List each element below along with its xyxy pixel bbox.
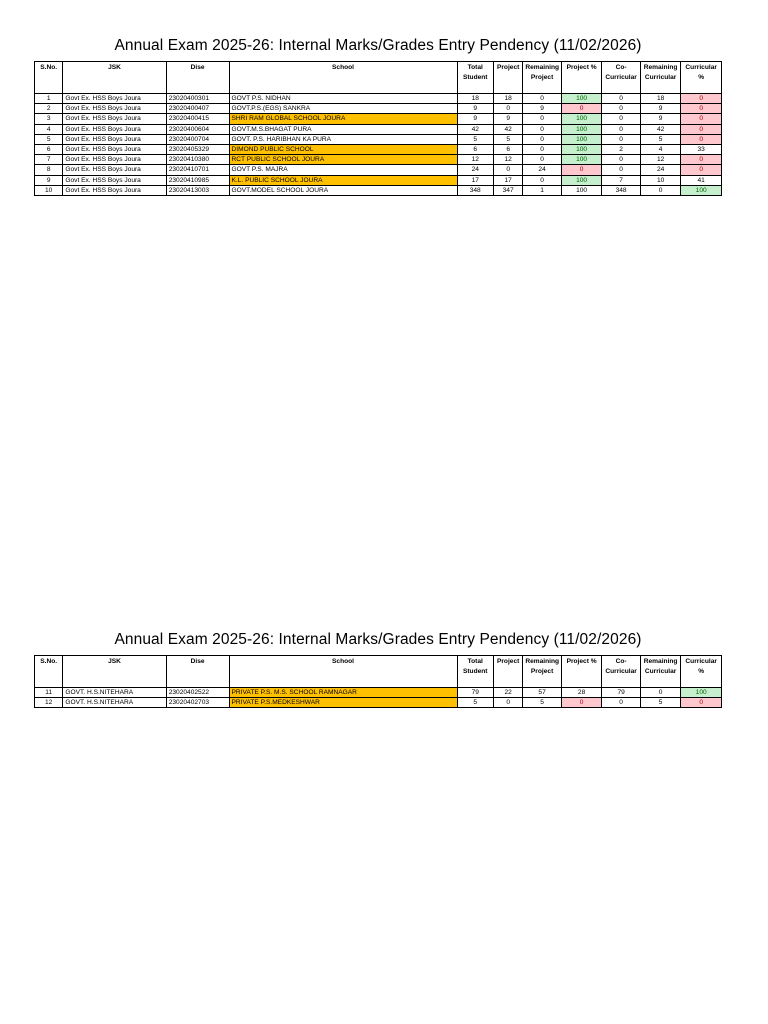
header-project-pct: Project % bbox=[561, 62, 602, 94]
cell-co-curricular: 0 bbox=[602, 155, 641, 165]
cell-sno: 6 bbox=[35, 144, 63, 154]
cell-project: 17 bbox=[493, 175, 522, 185]
cell-remaining-project: 0 bbox=[523, 124, 562, 134]
cell-project-pct: 28 bbox=[561, 688, 602, 698]
cell-remaining-project: 1 bbox=[523, 185, 562, 195]
cell-project: 5 bbox=[493, 134, 522, 144]
cell-curricular-pct: 0 bbox=[681, 698, 722, 708]
cell-dise: 23020402703 bbox=[166, 698, 229, 708]
cell-sno: 11 bbox=[35, 688, 63, 698]
cell-project-pct: 100 bbox=[561, 124, 602, 134]
cell-jsk: Govt Ex. HSS Boys Joura bbox=[63, 134, 166, 144]
table-header-row bbox=[35, 62, 722, 94]
cell-total-student: 12 bbox=[457, 155, 493, 165]
cell-remaining-curricular: 5 bbox=[640, 134, 681, 144]
table-row bbox=[35, 124, 722, 134]
header-remaining-project: Remaining Project bbox=[523, 656, 562, 688]
header-total-student: Total Student bbox=[457, 656, 493, 688]
cell-curricular-pct: 0 bbox=[681, 104, 722, 114]
cell-remaining-curricular: 24 bbox=[640, 165, 681, 175]
table-row bbox=[35, 185, 722, 195]
cell-jsk: GOVT. H.S.NITEHARA bbox=[63, 688, 166, 698]
header-project-pct: Project % bbox=[561, 656, 602, 688]
cell-jsk: Govt Ex. HSS Boys Joura bbox=[63, 104, 166, 114]
header-sno: S.No. bbox=[35, 62, 63, 94]
cell-project-pct: 100 bbox=[561, 185, 602, 195]
cell-total-student: 18 bbox=[457, 94, 493, 104]
header-total-student: Total Student bbox=[457, 62, 493, 94]
cell-curricular-pct: 0 bbox=[681, 165, 722, 175]
cell-jsk: Govt Ex. HSS Boys Joura bbox=[63, 114, 166, 124]
cell-remaining-curricular: 42 bbox=[640, 124, 681, 134]
header-remaining-curricular: Remaining Curricular bbox=[640, 62, 681, 94]
cell-total-student: 6 bbox=[457, 144, 493, 154]
header-school: School bbox=[229, 62, 457, 94]
cell-school: RCT PUBLIC SCHOOL JOURA bbox=[229, 155, 457, 165]
cell-sno: 1 bbox=[35, 94, 63, 104]
cell-remaining-curricular: 0 bbox=[640, 688, 681, 698]
cell-curricular-pct: 0 bbox=[681, 114, 722, 124]
header-project: Project bbox=[493, 656, 522, 688]
cell-dise: 23020410701 bbox=[166, 165, 229, 175]
pendency-table bbox=[34, 61, 722, 196]
cell-remaining-project: 5 bbox=[523, 698, 562, 708]
cell-remaining-project: 0 bbox=[523, 94, 562, 104]
cell-remaining-project: 24 bbox=[523, 165, 562, 175]
cell-dise: 23020400407 bbox=[166, 104, 229, 114]
report-title: Annual Exam 2025-26: Internal Marks/Grades Entry Pendency (11/02/2026) bbox=[114, 37, 642, 54]
cell-remaining-project: 0 bbox=[523, 114, 562, 124]
header-project: Project bbox=[493, 62, 522, 94]
cell-school: DIMOND PUBLIC SCHOOL bbox=[229, 144, 457, 154]
cell-remaining-curricular: 5 bbox=[640, 698, 681, 708]
cell-total-student: 5 bbox=[457, 134, 493, 144]
cell-project: 0 bbox=[493, 104, 522, 114]
cell-co-curricular: 0 bbox=[602, 698, 641, 708]
cell-dise: 23020400704 bbox=[166, 134, 229, 144]
cell-remaining-curricular: 0 bbox=[640, 185, 681, 195]
header-dise: Dise bbox=[166, 62, 229, 94]
cell-remaining-project: 57 bbox=[523, 688, 562, 698]
cell-curricular-pct: 0 bbox=[681, 134, 722, 144]
cell-co-curricular: 0 bbox=[602, 134, 641, 144]
cell-dise: 23020413003 bbox=[166, 185, 229, 195]
cell-jsk: Govt Ex. HSS Boys Joura bbox=[63, 94, 166, 104]
header-dise: Dise bbox=[166, 656, 229, 688]
cell-project-pct: 0 bbox=[561, 698, 602, 708]
cell-school: GOVT P.S. MAJRA bbox=[229, 165, 457, 175]
header-remaining-project: Remaining Project bbox=[523, 62, 562, 94]
table-row bbox=[35, 134, 722, 144]
cell-total-student: 79 bbox=[457, 688, 493, 698]
report-section-2 bbox=[34, 630, 722, 708]
header-jsk: JSK bbox=[63, 62, 166, 94]
header-co-curricular: Co-Curricular bbox=[602, 62, 641, 94]
cell-school: GOVT.P.S.(EGS) SANKRA bbox=[229, 104, 457, 114]
cell-jsk: GOVT. H.S.NITEHARA bbox=[63, 698, 166, 708]
cell-jsk: Govt Ex. HSS Boys Joura bbox=[63, 185, 166, 195]
cell-jsk: Govt Ex. HSS Boys Joura bbox=[63, 144, 166, 154]
cell-total-student: 348 bbox=[457, 185, 493, 195]
cell-project: 18 bbox=[493, 94, 522, 104]
cell-sno: 3 bbox=[35, 114, 63, 124]
cell-remaining-curricular: 9 bbox=[640, 114, 681, 124]
cell-total-student: 5 bbox=[457, 698, 493, 708]
cell-project: 22 bbox=[493, 688, 522, 698]
header-jsk: JSK bbox=[63, 656, 166, 688]
cell-jsk: Govt Ex. HSS Boys Joura bbox=[63, 165, 166, 175]
table-row bbox=[35, 144, 722, 154]
table-row bbox=[35, 688, 722, 698]
cell-sno: 2 bbox=[35, 104, 63, 114]
cell-dise: 23020400301 bbox=[166, 94, 229, 104]
cell-project-pct: 100 bbox=[561, 134, 602, 144]
cell-total-student: 9 bbox=[457, 114, 493, 124]
table-row bbox=[35, 155, 722, 165]
cell-remaining-curricular: 9 bbox=[640, 104, 681, 114]
table-body bbox=[35, 94, 722, 196]
cell-co-curricular: 7 bbox=[602, 175, 641, 185]
cell-remaining-project: 0 bbox=[523, 175, 562, 185]
cell-project: 12 bbox=[493, 155, 522, 165]
cell-remaining-curricular: 18 bbox=[640, 94, 681, 104]
cell-total-student: 17 bbox=[457, 175, 493, 185]
cell-school: SHRI RAM GLOBAL SCHOOL JOURA bbox=[229, 114, 457, 124]
cell-school: GOVT P.S. NIDHAN bbox=[229, 94, 457, 104]
cell-school: GOVT.MODEL SCHOOL JOURA bbox=[229, 185, 457, 195]
cell-project: 42 bbox=[493, 124, 522, 134]
cell-sno: 7 bbox=[35, 155, 63, 165]
cell-remaining-project: 0 bbox=[523, 134, 562, 144]
cell-school: PRIVATE P.S. M.S. SCHOOL RAMNAGAR bbox=[229, 688, 457, 698]
cell-project: 0 bbox=[493, 165, 522, 175]
header-curricular-pct: Curricular % bbox=[681, 656, 722, 688]
cell-school: GOVT.M.S.BHAGAT PURA bbox=[229, 124, 457, 134]
cell-co-curricular: 0 bbox=[602, 124, 641, 134]
cell-dise: 23020405329 bbox=[166, 144, 229, 154]
cell-project: 9 bbox=[493, 114, 522, 124]
report-title: Annual Exam 2025-26: Internal Marks/Grades Entry Pendency (11/02/2026) bbox=[114, 631, 642, 648]
cell-sno: 5 bbox=[35, 134, 63, 144]
cell-remaining-curricular: 10 bbox=[640, 175, 681, 185]
cell-dise: 23020410380 bbox=[166, 155, 229, 165]
cell-co-curricular: 0 bbox=[602, 114, 641, 124]
cell-project-pct: 0 bbox=[561, 104, 602, 114]
cell-curricular-pct: 100 bbox=[681, 185, 722, 195]
cell-curricular-pct: 0 bbox=[681, 94, 722, 104]
table-row bbox=[35, 114, 722, 124]
table-row bbox=[35, 104, 722, 114]
table-row bbox=[35, 165, 722, 175]
table-header-row bbox=[35, 656, 722, 688]
cell-school: GOVT. P.S. HARIBHAN KA PURA bbox=[229, 134, 457, 144]
cell-co-curricular: 0 bbox=[602, 165, 641, 175]
table-row bbox=[35, 175, 722, 185]
cell-co-curricular: 0 bbox=[602, 94, 641, 104]
cell-project-pct: 0 bbox=[561, 165, 602, 175]
cell-curricular-pct: 0 bbox=[681, 124, 722, 134]
cell-remaining-project: 9 bbox=[523, 104, 562, 114]
cell-co-curricular: 0 bbox=[602, 104, 641, 114]
table-row bbox=[35, 698, 722, 708]
header-school: School bbox=[229, 656, 457, 688]
cell-remaining-curricular: 12 bbox=[640, 155, 681, 165]
cell-curricular-pct: 41 bbox=[681, 175, 722, 185]
cell-dise: 23020410985 bbox=[166, 175, 229, 185]
cell-project: 0 bbox=[493, 698, 522, 708]
cell-remaining-curricular: 4 bbox=[640, 144, 681, 154]
cell-co-curricular: 79 bbox=[602, 688, 641, 698]
cell-dise: 23020402522 bbox=[166, 688, 229, 698]
cell-co-curricular: 348 bbox=[602, 185, 641, 195]
cell-sno: 4 bbox=[35, 124, 63, 134]
cell-jsk: Govt Ex. HSS Boys Joura bbox=[63, 175, 166, 185]
cell-school: PRIVATE P.S.MEDKESHWAR bbox=[229, 698, 457, 708]
header-sno: S.No. bbox=[35, 656, 63, 688]
table-row bbox=[35, 94, 722, 104]
cell-project-pct: 100 bbox=[561, 114, 602, 124]
cell-dise: 23020400415 bbox=[166, 114, 229, 124]
cell-jsk: Govt Ex. HSS Boys Joura bbox=[63, 155, 166, 165]
cell-curricular-pct: 33 bbox=[681, 144, 722, 154]
cell-total-student: 24 bbox=[457, 165, 493, 175]
pendency-table bbox=[34, 655, 722, 708]
cell-sno: 12 bbox=[35, 698, 63, 708]
cell-sno: 8 bbox=[35, 165, 63, 175]
cell-jsk: Govt Ex. HSS Boys Joura bbox=[63, 124, 166, 134]
cell-sno: 10 bbox=[35, 185, 63, 195]
cell-project-pct: 100 bbox=[561, 144, 602, 154]
cell-sno: 9 bbox=[35, 175, 63, 185]
cell-co-curricular: 2 bbox=[602, 144, 641, 154]
cell-project-pct: 100 bbox=[561, 94, 602, 104]
table-body bbox=[35, 688, 722, 708]
cell-total-student: 42 bbox=[457, 124, 493, 134]
cell-school: K.L. PUBLIC SCHOOL JOURA bbox=[229, 175, 457, 185]
cell-total-student: 9 bbox=[457, 104, 493, 114]
cell-project: 347 bbox=[493, 185, 522, 195]
header-remaining-curricular: Remaining Curricular bbox=[640, 656, 681, 688]
cell-curricular-pct: 100 bbox=[681, 688, 722, 698]
cell-project: 6 bbox=[493, 144, 522, 154]
cell-project-pct: 100 bbox=[561, 155, 602, 165]
cell-remaining-project: 0 bbox=[523, 155, 562, 165]
header-curricular-pct: Curricular % bbox=[681, 62, 722, 94]
cell-project-pct: 100 bbox=[561, 175, 602, 185]
report-section-1 bbox=[34, 36, 722, 196]
cell-curricular-pct: 0 bbox=[681, 155, 722, 165]
cell-remaining-project: 0 bbox=[523, 144, 562, 154]
header-co-curricular: Co-Curricular bbox=[602, 656, 641, 688]
cell-dise: 23020400604 bbox=[166, 124, 229, 134]
